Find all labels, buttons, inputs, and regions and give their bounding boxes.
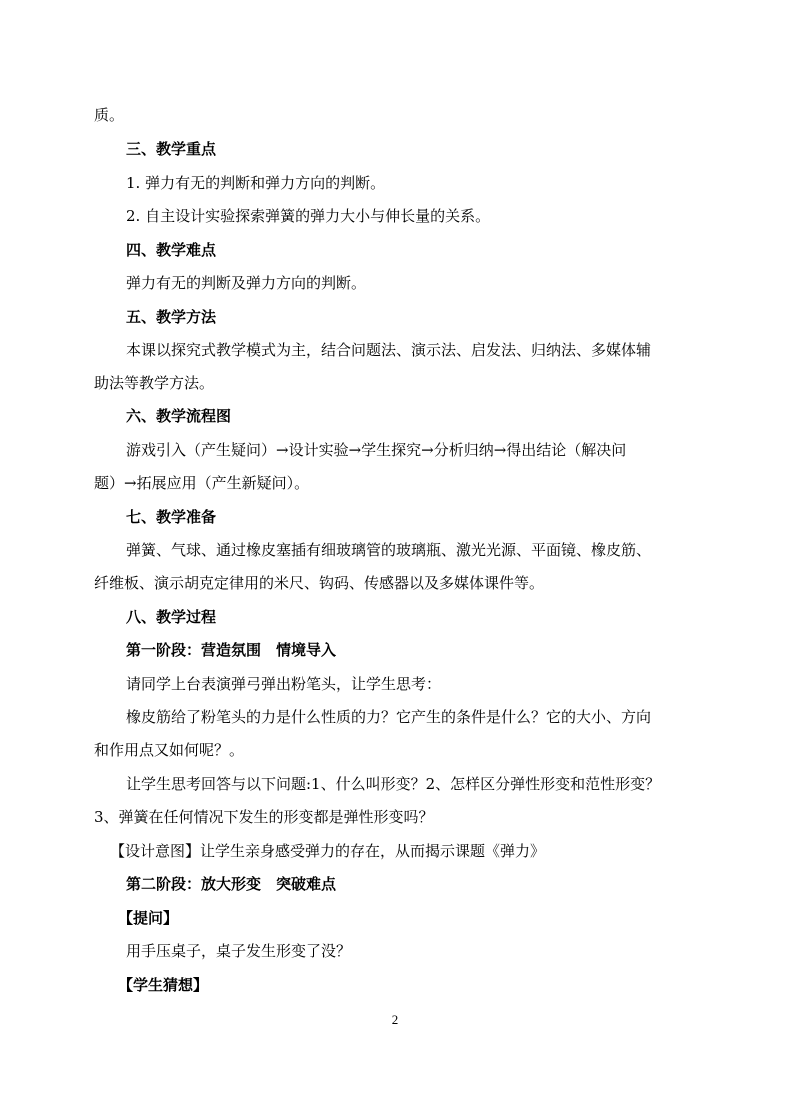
text-line: 3、弹簧在任何情况下发生的形变都是弹性形变吗？ <box>94 808 434 826</box>
subsection-heading: 第二阶段：放大形变 突破难点 <box>126 875 337 893</box>
text-line: 弹簧、气球、通过橡皮塞插有细玻璃管的玻璃瓶、激光光源、平面镜、橡皮筋、 <box>126 541 652 559</box>
text-line: 质。 <box>94 106 125 124</box>
text-line: 题）→拓展应用（产生新疑问）。 <box>94 474 310 492</box>
section-heading: 三、教学重点 <box>126 140 217 158</box>
section-heading: 四、教学难点 <box>126 241 217 259</box>
text-line: 游戏引入（产生疑问）→设计实验→学生探究→分析归纳→得出结论（解决问 <box>126 441 627 459</box>
text-line: 橡皮筋给了粉笔头的力是什么性质的力？它产生的条件是什么？它的大小、方向 <box>126 708 652 726</box>
bracket-label: 【提问】 <box>118 909 179 927</box>
text-line: 请同学上台表演弹弓弹出粉笔头，让学生思考： <box>126 675 442 693</box>
text-line: 助法等教学方法。 <box>94 374 215 392</box>
design-intent-line: 【设计意图】让学生亲身感受弹力的存在，从而揭示课题《弹力》 <box>110 842 546 860</box>
section-heading: 五、教学方法 <box>126 308 217 326</box>
page-number: 2 <box>391 1012 399 1027</box>
subsection-heading: 第一阶段：营造氛围 情境导入 <box>126 641 337 659</box>
bracket-label: 【学生猜想】 <box>118 976 209 994</box>
text-line: 弹力有无的判断及弹力方向的判断。 <box>126 274 367 292</box>
list-item: 2. 自主设计实验探索弹簧的弹力大小与伸长量的关系。 <box>126 207 491 225</box>
section-heading: 六、教学流程图 <box>126 407 232 425</box>
section-heading: 八、教学过程 <box>126 608 217 626</box>
section-heading: 七、教学准备 <box>126 508 217 526</box>
text-line: 用手压桌子，桌子发生形变了没？ <box>126 942 352 960</box>
text-line: 纤维板、演示胡克定律用的米尺、钩码、传感器以及多媒体课件等。 <box>94 574 545 592</box>
text-line: 和作用点又如何呢？。 <box>94 741 245 759</box>
text-line: 本课以探究式教学模式为主，结合问题法、演示法、启发法、归纳法、多媒体辅 <box>126 341 652 359</box>
list-item: 1. 弹力有无的判断和弹力方向的判断。 <box>126 174 386 192</box>
text-line: 让学生思考回答与以下问题:1、什么叫形变？2、怎样区分弹性形变和范性形变？ <box>126 775 661 793</box>
